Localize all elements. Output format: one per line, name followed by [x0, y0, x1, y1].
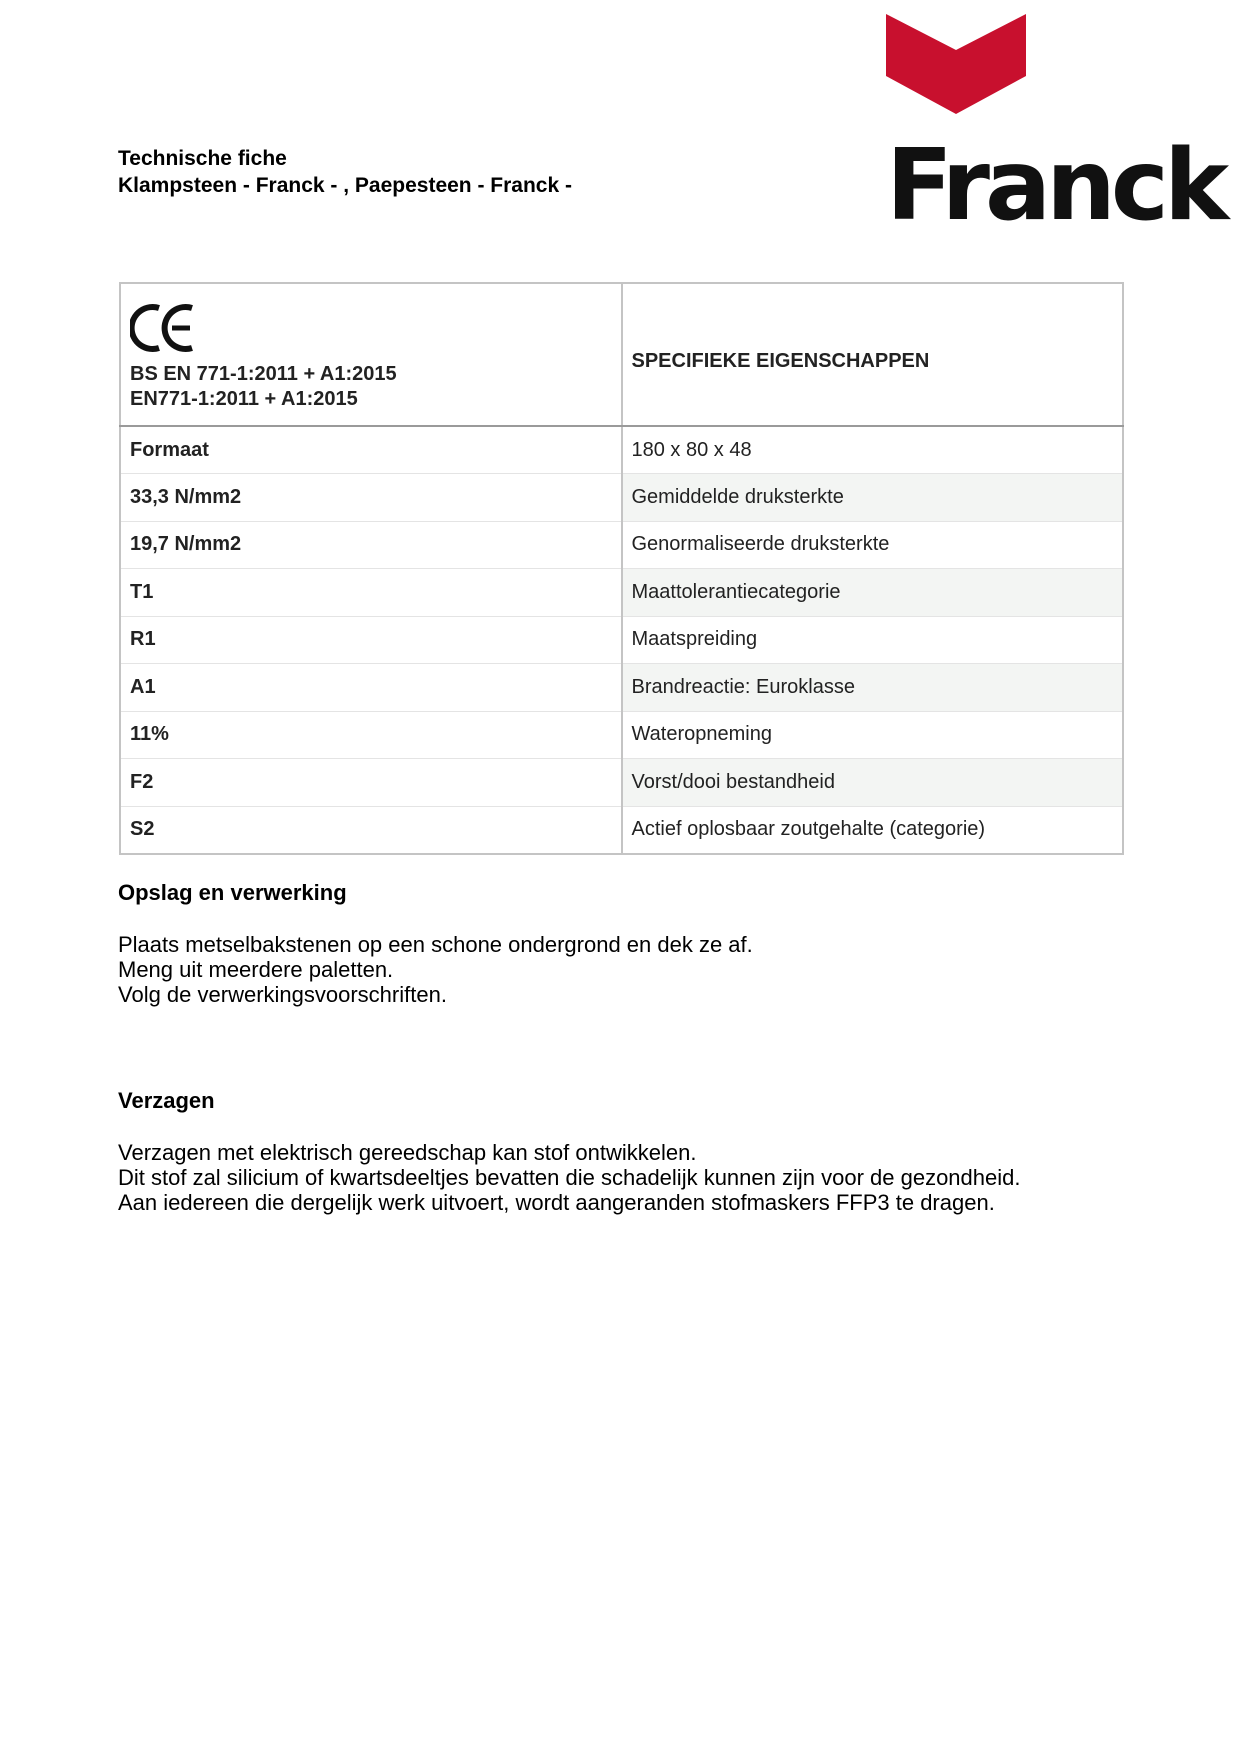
- row-value: 19,7 N/mm2: [120, 521, 622, 569]
- storage-line: Plaats metselbakstenen op een schone ondergrond en dek ze af.: [118, 932, 753, 957]
- chevron-down-icon: [886, 14, 1026, 114]
- table-row: [120, 806, 1123, 854]
- row-value: T1: [120, 569, 622, 617]
- storage-line: Volg de verwerkingsvoorschriften.: [118, 982, 447, 1007]
- row-property: Brandreactie: Euroklasse: [622, 664, 1124, 712]
- ce-mark-icon: [130, 302, 196, 354]
- row-property: Gemiddelde druksterkte: [622, 474, 1124, 522]
- specifications-table: [119, 282, 1124, 855]
- row-property: Maattolerantiecategorie: [622, 569, 1124, 617]
- standard-en: EN771-1:2011 + A1:2015: [130, 388, 358, 410]
- sawing-line: Dit stof zal silicium of kwartsdeeltjes bevatten die schadelijk kunnen zijn voor de gezondheid.: [118, 1165, 1021, 1190]
- row-property: Wateropneming: [622, 711, 1124, 759]
- row-value: F2: [120, 759, 622, 807]
- sawing-paragraph: [118, 1140, 1020, 1215]
- row-property: Actief oplosbaar zoutgehalte (categorie): [622, 806, 1124, 854]
- row-value: S2: [120, 806, 622, 854]
- sawing-line: Verzagen met elektrisch gereedschap kan stof ontwikkelen.: [118, 1140, 697, 1165]
- table-row: [120, 664, 1123, 712]
- storage-paragraph: [118, 932, 753, 1007]
- table-row: [120, 759, 1123, 807]
- row-property: Genormaliseerde druksterkte: [622, 521, 1124, 569]
- row-property: 180 x 80 x 48: [622, 426, 1124, 474]
- row-value: 11%: [120, 711, 622, 759]
- table-row: [120, 569, 1123, 617]
- logo-wordmark: Franck: [886, 129, 1225, 243]
- table-row: [120, 426, 1123, 474]
- row-property: Maatspreiding: [622, 616, 1124, 664]
- row-value: R1: [120, 616, 622, 664]
- certification-cell: [120, 283, 622, 426]
- table-row: [120, 616, 1123, 664]
- header-line-2: Klampsteen - Franck - , Paepesteen - Franck -: [118, 174, 572, 197]
- row-property: Vorst/dooi bestandheid: [622, 759, 1124, 807]
- sawing-line: Aan iedereen die dergelijk werk uitvoert, wordt aangeranden stofmaskers FFP3 te dragen.: [118, 1190, 995, 1215]
- standard-bs-en: BS EN 771-1:2011 + A1:2015: [130, 363, 397, 385]
- table-row: [120, 474, 1123, 522]
- storage-line: Meng uit meerdere paletten.: [118, 957, 394, 982]
- spec-header-cell: [622, 283, 1124, 426]
- certification-row: [120, 283, 1123, 426]
- table-row: [120, 521, 1123, 569]
- row-value: Formaat: [120, 426, 622, 474]
- sawing-section-title: Verzagen: [118, 1088, 215, 1113]
- storage-section-title: Opslag en verwerking: [118, 880, 347, 905]
- row-value: A1: [120, 664, 622, 712]
- header-line-1: Technische fiche: [118, 147, 287, 170]
- spec-header: SPECIFIEKE EIGENSCHAPPEN: [631, 350, 930, 372]
- franck-logo: [886, 14, 1225, 243]
- row-value: 33,3 N/mm2: [120, 474, 622, 522]
- table-row: [120, 711, 1123, 759]
- document-header: [118, 145, 572, 199]
